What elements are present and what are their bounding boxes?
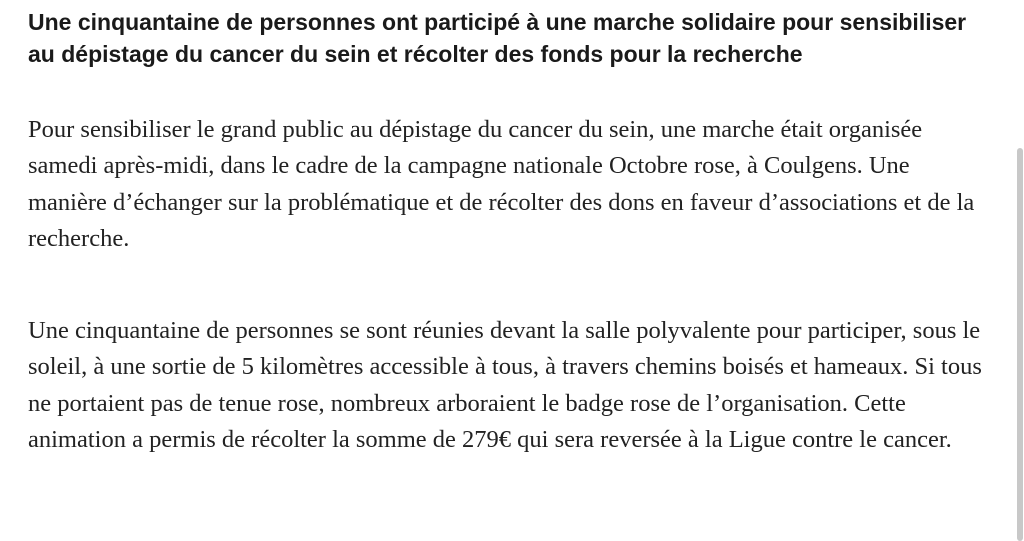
article-paragraph-1: Pour sensibiliser le grand public au dépistage du cancer du sein, une marche était organisée samedi après-midi, dans le cadre de la campagne nationale Octobre rose, à Coulgens. Une manière d’échanger sur la problématique et de récolter des dons en faveur d’associations et de la recherche.: [28, 116, 975, 252]
article-paragraph-2: Une cinquantaine de personnes se sont réunies devant la salle polyvalente pour participer, sous le soleil, à une sortie de 5 kilomètres accessible à tous, à travers chemins boisés et hameaux. Si tous ne portaient pas de tenue rose, nombreux arboraient le badge rose de l’organisation. Cette animation a permis de récolter la somme de 279€ qui sera reversée à la Ligue contre le cancer.: [28, 317, 982, 454]
article: [28, 6, 988, 458]
vertical-scrollbar[interactable]: [1017, 148, 1023, 541]
article-headline: Une cinquantaine de personnes ont participé à une marche solidaire pour sensibiliser au dépistage du cancer du sein et récolter des fonds pour la recherche: [28, 9, 967, 67]
